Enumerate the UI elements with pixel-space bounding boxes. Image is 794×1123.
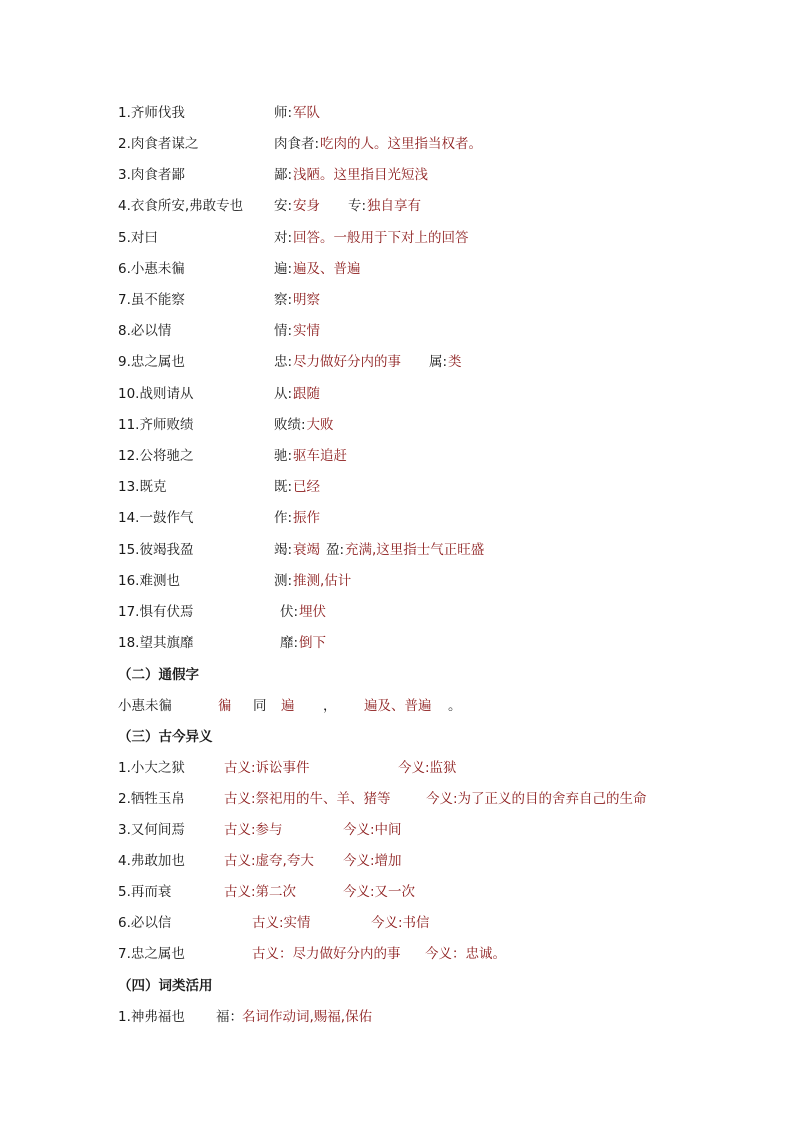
classical-phrase: 5.再而衰 (118, 884, 172, 900)
classical-phrase: 16.难测也 (118, 573, 180, 589)
modern-meaning: 今义:监狱 (398, 760, 457, 776)
classical-phrase: 14.一鼓作气 (118, 510, 194, 526)
explanation-row (118, 352, 718, 372)
classical-phrase: 7.忠之属也 (118, 946, 185, 962)
heading-text: （三）古今异义 (118, 729, 213, 745)
section-heading (118, 976, 718, 996)
section-heading (118, 727, 718, 747)
gujin-row (118, 851, 718, 871)
classical-phrase: 9.忠之属也 (118, 354, 185, 370)
word-definition: 军队 (293, 105, 320, 121)
explanation-row (118, 508, 718, 528)
word-label: 驰: (274, 448, 293, 464)
word-label: 既: (274, 479, 293, 495)
explanation-row (118, 196, 718, 216)
same-as-label: 同 (253, 698, 267, 714)
word-definition: 实情 (293, 323, 320, 339)
modern-meaning: 今义：忠诚。 (425, 946, 506, 962)
word-definition: 埋伏 (299, 604, 326, 620)
ancient-meaning: 古义:虚夸,夸大 (224, 853, 314, 869)
explanation-row (118, 571, 718, 591)
classical-phrase: 3.肉食者鄙 (118, 167, 185, 183)
word-label: 竭: (274, 542, 293, 558)
modern-meaning: 今义:增加 (343, 853, 402, 869)
explanation-row (118, 228, 718, 248)
classical-phrase: 13.既克 (118, 479, 167, 495)
word-label: 测: (274, 573, 293, 589)
explanation-row (118, 540, 718, 560)
explanation-row (118, 321, 718, 341)
explanation-row (118, 165, 718, 185)
ancient-meaning: 古义:第二次 (224, 884, 297, 900)
classical-phrase: 15.彼竭我盈 (118, 542, 194, 558)
classical-phrase: 4.衣食所安,弗敢专也 (118, 198, 244, 214)
section-heading (118, 665, 718, 685)
classical-phrase: 4.弗敢加也 (118, 853, 185, 869)
modern-meaning: 今义:为了正义的目的舍弃自己的生命 (426, 791, 647, 807)
word-definition: 浅陋。这里指目光短浅 (293, 167, 428, 183)
word-definition: 推测,估计 (293, 573, 352, 589)
word-label: 败绩: (274, 417, 306, 433)
word-definition: 回答。一般用于下对上的回答 (293, 230, 469, 246)
modern-meaning: 今义:书信 (371, 915, 430, 931)
classical-phrase: 10.战则请从 (118, 386, 194, 402)
ancient-meaning: 古义:祭祀用的牛、羊、猪等 (224, 791, 391, 807)
classical-phrase: 6.小惠未徧 (118, 261, 185, 277)
huoyong-row (118, 1007, 718, 1027)
word-label: 作: (274, 510, 293, 526)
gujin-row (118, 789, 718, 809)
classical-phrase: 12.公将驰之 (118, 448, 194, 464)
word-label: 情: (274, 323, 293, 339)
word-definition: 振作 (293, 510, 320, 526)
word-definition: 名词作动词,赐福,保佑 (242, 1009, 373, 1025)
classical-phrase: 2.牺牲玉帛 (118, 791, 185, 807)
gujin-row (118, 882, 718, 902)
classical-phrase: 11.齐师败绩 (118, 417, 194, 433)
explanation-row (118, 602, 718, 622)
classical-phrase: 1.齐师伐我 (118, 105, 185, 121)
classical-phrase: 1.小大之狱 (118, 760, 185, 776)
classical-phrase: 8.必以情 (118, 323, 172, 339)
word-label: 属: (429, 354, 448, 370)
classical-phrase: 小惠未徧 (118, 698, 172, 714)
word-label: 肉食者: (274, 136, 320, 152)
word-definition: 尽力做好分内的事 (293, 354, 401, 370)
word-definition: 跟随 (293, 386, 320, 402)
explanation-row (118, 633, 718, 653)
word-definition: 充满,这里指士气正旺盛 (345, 542, 485, 558)
word-label: 靡: (280, 635, 299, 651)
gujin-row (118, 820, 718, 840)
tongjia-target: 遍 (281, 698, 295, 714)
word-definition: 大败 (306, 417, 334, 433)
classical-phrase: 5.对曰 (118, 230, 158, 246)
word-definition: 吃肉的人。这里指当权者。 (320, 136, 482, 152)
heading-text: （四）词类活用 (118, 978, 213, 994)
word-definition: 类 (448, 354, 462, 370)
word-label: 福： (216, 1009, 243, 1025)
ancient-meaning: 古义:实情 (252, 915, 311, 931)
modern-meaning: 今义:又一次 (343, 884, 416, 900)
word-definition: 已经 (293, 479, 320, 495)
classical-phrase: 18.望其旗靡 (118, 635, 194, 651)
word-definition: 独自享有 (367, 198, 421, 214)
explanation-row (118, 290, 718, 310)
word-label: 安: (274, 198, 293, 214)
explanation-row (118, 384, 718, 404)
word-label: 对: (274, 230, 293, 246)
heading-text: （二）通假字 (118, 667, 199, 683)
word-label: 师: (274, 105, 293, 121)
word-definition: 遍及、普遍 (293, 261, 361, 277)
word-definition: 明察 (293, 292, 320, 308)
period: 。 (448, 698, 462, 714)
word-definition: 安身 (293, 198, 320, 214)
tongjia-meaning: 遍及、普遍 (364, 698, 432, 714)
classical-phrase: 1.神弗福也 (118, 1009, 185, 1025)
explanation-row (118, 103, 718, 123)
explanation-row (118, 446, 718, 466)
gujin-row (118, 944, 718, 964)
explanation-row (118, 477, 718, 497)
tongjia-char: 徧 (218, 698, 232, 714)
word-label: 察: (274, 292, 293, 308)
word-definition: 驱车追赶 (293, 448, 347, 464)
word-label: 从: (274, 386, 293, 402)
classical-phrase: 7.虽不能察 (118, 292, 185, 308)
comma: ， (323, 698, 337, 714)
classical-phrase: 2.肉食者谋之 (118, 136, 199, 152)
explanation-row (118, 259, 718, 279)
gujin-row (118, 913, 718, 933)
word-label: 盈: (326, 542, 345, 558)
explanation-row (118, 415, 718, 435)
modern-meaning: 今义:中间 (343, 822, 402, 838)
word-label: 专: (348, 198, 367, 214)
gujin-row (118, 758, 718, 778)
ancient-meaning: 古义:参与 (224, 822, 283, 838)
tongjia-row (118, 696, 718, 716)
word-definition: 衰竭 (293, 542, 320, 558)
classical-phrase: 3.又何间焉 (118, 822, 185, 838)
ancient-meaning: 古义:诉讼事件 (224, 760, 310, 776)
ancient-meaning: 古义：尽力做好分内的事 (252, 946, 401, 962)
classical-phrase: 17.惧有伏焉 (118, 604, 194, 620)
word-label: 遍: (274, 261, 293, 277)
word-label: 鄙: (274, 167, 293, 183)
word-label: 伏: (280, 604, 299, 620)
word-label: 忠: (274, 354, 293, 370)
explanation-row (118, 134, 718, 154)
word-definition: 倒下 (299, 635, 326, 651)
classical-phrase: 6.必以信 (118, 915, 172, 931)
